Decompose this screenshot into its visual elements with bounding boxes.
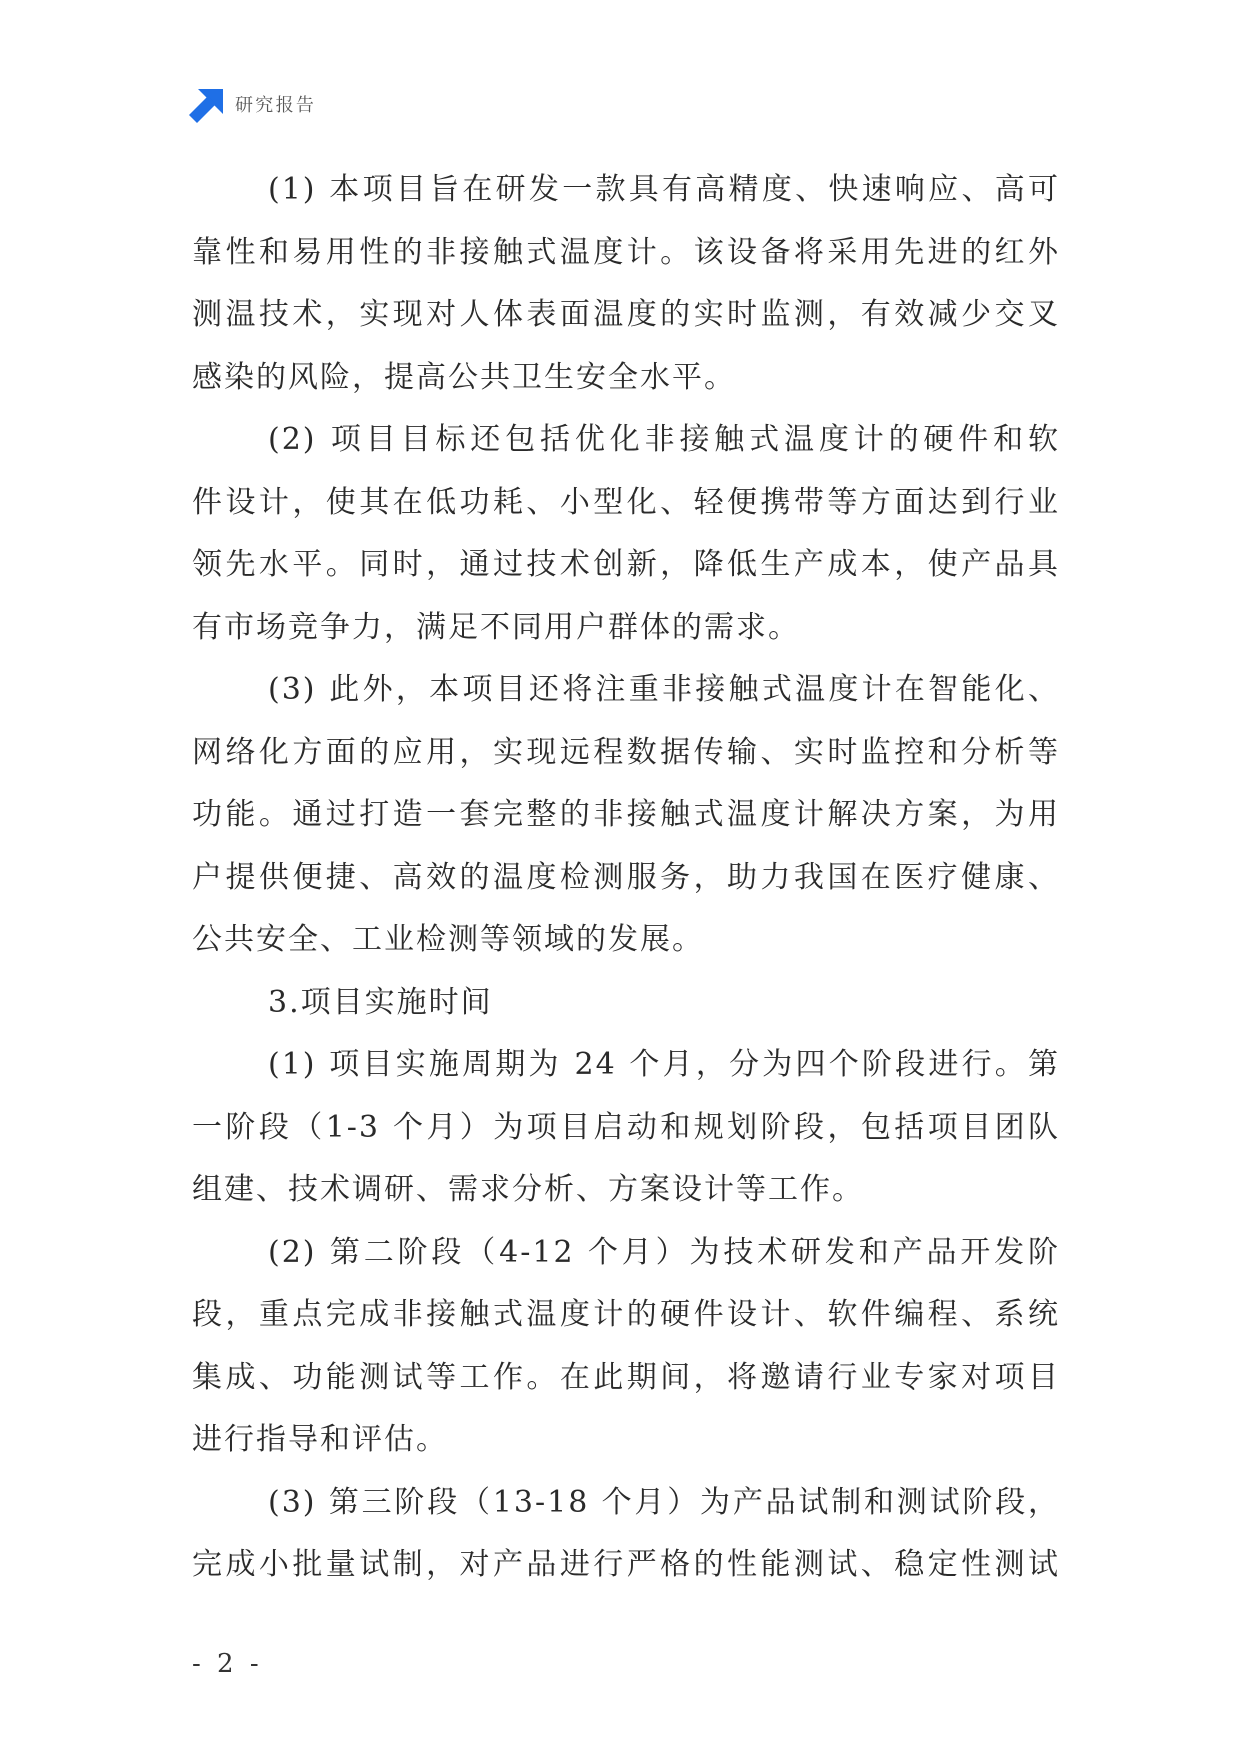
paragraph: [192, 1034, 1060, 1222]
section-heading-text: 3.项目实施时间: [268, 984, 493, 1020]
paragraph-line: 进行指导和评估。: [192, 1422, 448, 1457]
paragraph-line: 测温技术，实现对人体表面温度的实时监测，有效减少交叉: [192, 297, 1060, 332]
paragraph-line: 件设计，使其在低功耗、小型化、轻便携带等方面达到行业: [192, 484, 1060, 520]
paragraph-line: (2) 项目目标还包括优化非接触式温度计的硬件和软: [268, 422, 1060, 457]
paragraph-line: (3) 此外，本项目还将注重非接触式温度计在智能化、: [268, 672, 1060, 707]
report-label: 研究报告: [235, 95, 317, 116]
arrow-up-right-icon: [189, 89, 223, 123]
paragraph-line: 组建、技术调研、需求分析、方案设计等工作。: [192, 1172, 864, 1207]
paragraph-line: 一阶段（1-3 个月）为项目启动和规划阶段，包括项目团队: [192, 1109, 1060, 1145]
paragraph: [192, 409, 1060, 659]
paragraph-line: 感染的风险，提高公共卫生安全水平。: [192, 359, 736, 395]
paragraph-line: 功能。通过打造一套完整的非接触式温度计解决方案，为用: [192, 797, 1060, 832]
paragraph: [192, 159, 1060, 409]
paragraph: [192, 1222, 1060, 1472]
paragraph-line: 段，重点完成非接触式温度计的硬件设计、软件编程、系统: [192, 1297, 1060, 1332]
paragraph-line: 有市场竞争力，满足不同用户群体的需求。: [192, 609, 800, 645]
paragraph-line: 集成、功能测试等工作。在此期间，将邀请行业专家对项目: [192, 1359, 1060, 1395]
paragraph: [192, 659, 1060, 972]
document-body: [192, 159, 1060, 1597]
paragraph-line: 公共安全、工业检测等领域的发展。: [192, 922, 704, 957]
paragraph-line: 户提供便捷、高效的温度检测服务，助力我国在医疗健康、: [192, 859, 1060, 895]
paragraph-line: (2) 第二阶段（4-12 个月）为技术研发和产品开发阶: [268, 1234, 1060, 1270]
page-number: - 2 -: [192, 1649, 263, 1679]
paragraph-line: 靠性和易用性的非接触式温度计。该设备将采用先进的红外: [192, 234, 1060, 270]
paragraph: [192, 1472, 1060, 1597]
paragraph-line: (3) 第三阶段（13-18 个月）为产品试制和测试阶段，: [268, 1484, 1060, 1520]
paragraph-line: 完成小批量试制，对产品进行严格的性能测试、稳定性测试: [192, 1547, 1060, 1582]
section-heading: [192, 972, 1060, 1035]
paragraph-line: 网络化方面的应用，实现远程数据传输、实时监控和分析等: [192, 734, 1060, 770]
paragraph-line: (1) 项目实施周期为 24 个月，分为四个阶段进行。第: [268, 1047, 1060, 1082]
paragraph-line: (1) 本项目旨在研发一款具有高精度、快速响应、高可: [268, 172, 1060, 207]
paragraph-line: 领先水平。同时，通过技术创新，降低生产成本，使产品具: [192, 547, 1060, 582]
page-header: [189, 88, 316, 124]
